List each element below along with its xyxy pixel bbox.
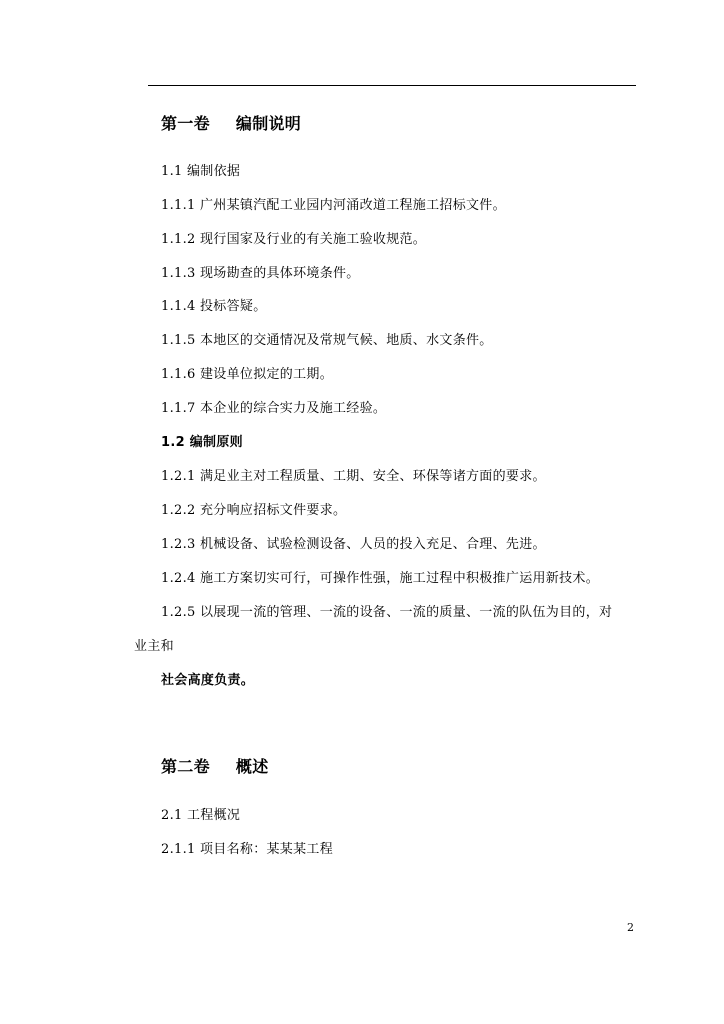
item-1-1-2: 1.1.2 现行国家及行业的有关施工验收规范。 bbox=[161, 232, 427, 247]
item-1-2-5: 1.2.5 以展现一流的管理、一流的设备、一流的质量、一流的队伍为目的，对 bbox=[161, 605, 613, 620]
page-number: 2 bbox=[627, 921, 634, 934]
item-1-1-4: 1.1.4 投标答疑。 bbox=[161, 299, 267, 314]
section-2-1-heading: 2.1 工程概况 bbox=[161, 808, 241, 823]
item-1-2-5-closing: 社会高度负责。 bbox=[161, 673, 255, 688]
item-1-1-3: 1.1.3 现场勘查的具体环境条件。 bbox=[161, 266, 360, 281]
item-1-2-4: 1.2.4 施工方案切实可行，可操作性强，施工过程中积极推广运用新技术。 bbox=[161, 571, 600, 586]
chapter2-label: 第二卷 bbox=[161, 757, 210, 776]
section-1-1-heading: 1.1 编制依据 bbox=[161, 164, 241, 179]
item-1-1-6: 1.1.6 建设单位拟定的工期。 bbox=[161, 367, 334, 382]
item-1-1-1: 1.1.1 广州某镇汽配工业园内河涌改道工程施工招标文件。 bbox=[161, 198, 506, 213]
header-rule bbox=[148, 85, 636, 86]
item-1-1-5: 1.1.5 本地区的交通情况及常规气候、地质、水文条件。 bbox=[161, 333, 493, 348]
item-1-1-7: 1.1.7 本企业的综合实力及施工经验。 bbox=[161, 401, 387, 416]
chapter1-label: 第一卷 bbox=[161, 114, 210, 133]
item-1-2-3: 1.2.3 机械设备、试验检测设备、人员的投入充足、合理、先进。 bbox=[161, 537, 546, 552]
chapter2-heading bbox=[161, 757, 269, 777]
chapter2-title: 概述 bbox=[235, 757, 269, 776]
item-1-2-1: 1.2.1 满足业主对工程质量、工期、安全、环保等诸方面的要求。 bbox=[161, 469, 546, 484]
chapter1-title: 编制说明 bbox=[235, 114, 302, 133]
section-1-2-heading: 1.2 编制原则 bbox=[161, 435, 243, 450]
item-1-2-2: 1.2.2 充分响应招标文件要求。 bbox=[161, 503, 347, 518]
item-1-2-5-wrap: 业主和 bbox=[134, 639, 174, 654]
chapter1-heading bbox=[161, 114, 301, 134]
item-2-1-1: 2.1.1 项目名称：某某某工程 bbox=[161, 842, 334, 857]
